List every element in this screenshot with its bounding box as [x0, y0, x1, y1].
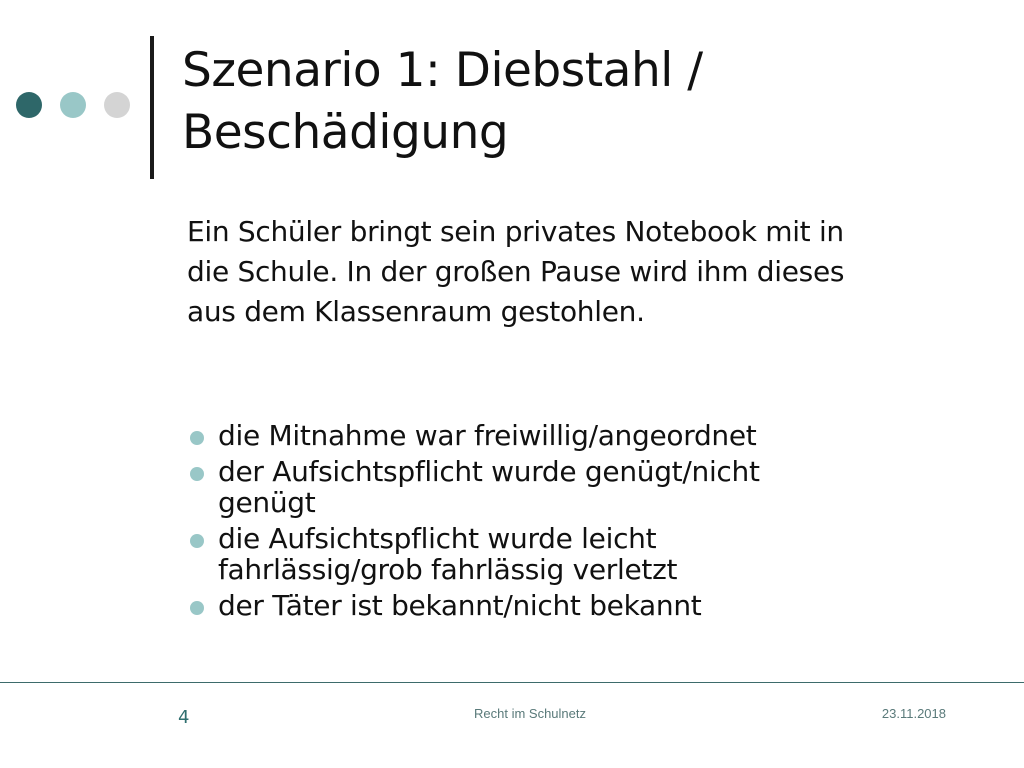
teal-dot-icon — [60, 92, 86, 118]
bullet-list — [187, 420, 827, 626]
footer-divider — [0, 682, 1024, 683]
bullet-text: der Täter ist bekannt/nicht bekannt — [218, 589, 702, 622]
bullet-item — [187, 420, 827, 451]
bullet-item — [187, 523, 827, 585]
slide-title: Szenario 1: Diebstahl / Beschädigung — [182, 43, 703, 160]
gray-dot-icon — [104, 92, 130, 118]
footer-title: Recht im Schulnetz — [474, 706, 586, 721]
dark-dot-icon — [16, 92, 42, 118]
bullet-item — [187, 590, 827, 621]
bullet-icon — [190, 534, 204, 548]
page-number: 4 — [178, 707, 190, 728]
bullet-item — [187, 456, 827, 518]
bullet-text: die Mitnahme war freiwillig/angeordnet — [218, 419, 757, 452]
intro-paragraph: Ein Schüler bringt sein privates Notebook mit in die Schule. In der großen Pause wird ihm dieses aus dem Klassenraum gestohlen. — [187, 215, 845, 328]
bullet-text: die Aufsichtspflicht wurde leicht fahrlässig/grob fahrlässig verletzt — [218, 522, 678, 586]
footer-date: 23.11.2018 — [881, 706, 946, 721]
bullet-icon — [190, 467, 204, 481]
bullet-icon — [190, 431, 204, 445]
bullet-text: der Aufsichtspflicht wurde genügt/nicht genügt — [218, 455, 760, 519]
bullet-icon — [190, 601, 204, 615]
title-divider — [150, 36, 154, 179]
